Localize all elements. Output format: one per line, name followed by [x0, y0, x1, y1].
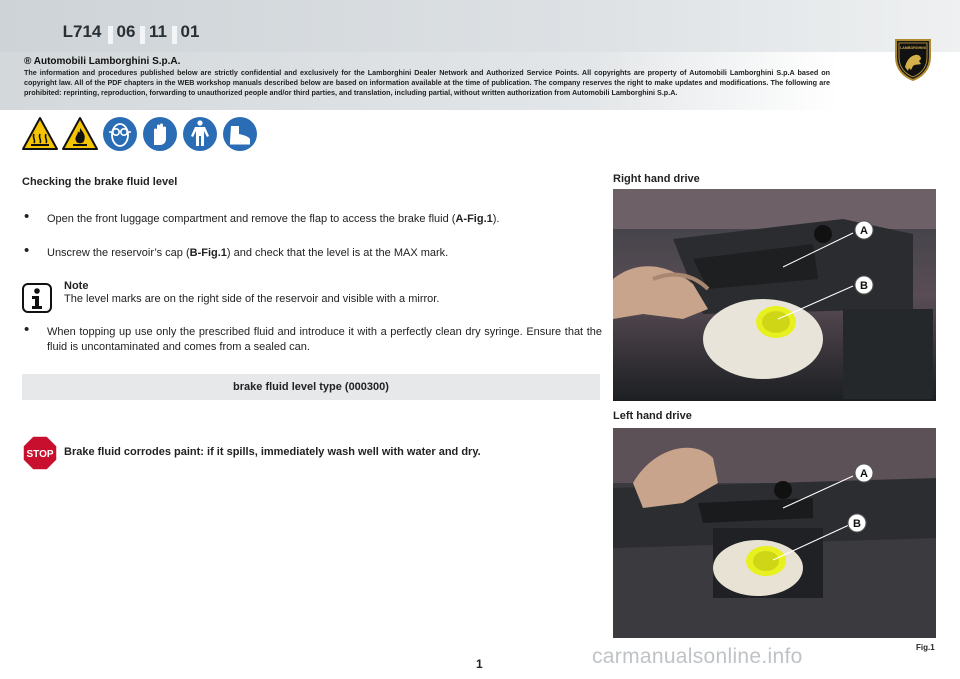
subgroup-code: 11	[149, 22, 167, 41]
lamborghini-logo	[893, 37, 933, 81]
callout-a-label: A	[860, 225, 868, 237]
safety-icons	[22, 116, 258, 154]
rhd-engine-photo	[613, 189, 936, 401]
step-text: When topping up use only the prescribed fluid and introduce it with a perfectly clean dry syringe. Ensure that the fluid is uncontaminated and comes from a sealed can.	[47, 326, 602, 353]
header-bar	[0, 0, 960, 52]
overalls-icon	[182, 116, 218, 152]
bullet-icon: •	[24, 321, 30, 338]
lhd-engine-photo	[613, 428, 936, 638]
step-item	[24, 208, 604, 228]
page-number: 1	[476, 657, 483, 671]
figure-caption-rhd: Right hand drive	[613, 173, 700, 185]
item-code: 01	[180, 22, 200, 41]
watermark: carmanualsonline.info	[592, 645, 803, 668]
copyright-text: The information and procedures published below are strictly confidential and exclusively for the Lamborghini Dealer Network and Authorized Service Points. All copyrights are property of Automobili Lamborghini S.p.A based on copyright law. All of the PDF chapters in the WEB workshop manuals described below are based on information available at the time of publication. The company reserves the right to make updates and modifications. The following are prohibited: reprinting, reproduction, forwarding to unauthorized people and/or third parties, and translation, including partial, without written authorization from Automobili Lamborghini S.p.A.	[24, 68, 830, 97]
figure-reference: B-Fig.1	[189, 247, 227, 259]
svg-text:STOP: STOP	[26, 449, 54, 460]
fluid-type-label: brake fluid level type (000300)	[233, 381, 389, 393]
step-text: Unscrew the reservoir’s cap (	[47, 247, 190, 259]
note-title: Note	[64, 280, 89, 292]
note-text: The level marks are on the right side of the reservoir and visible with a mirror.	[64, 293, 440, 305]
section-title: Checking the brake fluid level	[22, 176, 178, 188]
svg-text:LAMBORGHINI: LAMBORGHINI	[900, 46, 926, 50]
warning-text: Brake fluid corrodes paint: if it spills, immediately wash well with water and dry.	[64, 446, 481, 458]
info-icon	[22, 283, 52, 313]
copyright-notice	[0, 52, 840, 110]
safety-gloves-icon	[142, 116, 178, 152]
step-text: ) and check that the level is at the MAX mark.	[226, 247, 449, 259]
step-item	[24, 321, 604, 357]
group-code: 06	[116, 22, 136, 41]
bullet-icon: •	[24, 208, 30, 225]
callout-b-label: B	[853, 518, 861, 530]
stop-sign-icon	[22, 435, 58, 471]
step-text: Open the front luggage compartment and remove the flap to access the brake fluid (	[47, 213, 456, 225]
fluid-type-bar	[22, 374, 600, 400]
step-text: ).	[492, 213, 500, 225]
figure-reference-label: Fig.1	[916, 643, 935, 652]
callout-a-label: A	[860, 468, 868, 480]
step-item	[24, 242, 604, 262]
hot-surface-warning-icon	[22, 116, 58, 152]
bullet-icon: •	[24, 242, 30, 259]
callout-b-label: B	[860, 280, 868, 292]
safety-shoes-icon	[222, 116, 258, 152]
copyright-title: ® Automobili Lamborghini S.p.A.	[24, 56, 181, 67]
figure-reference: A-Fig.1	[455, 213, 493, 225]
safety-goggles-icon	[102, 116, 138, 152]
flammable-warning-icon	[62, 116, 98, 152]
figure-caption-lhd: Left hand drive	[613, 410, 692, 422]
model-code: L714	[62, 22, 102, 41]
